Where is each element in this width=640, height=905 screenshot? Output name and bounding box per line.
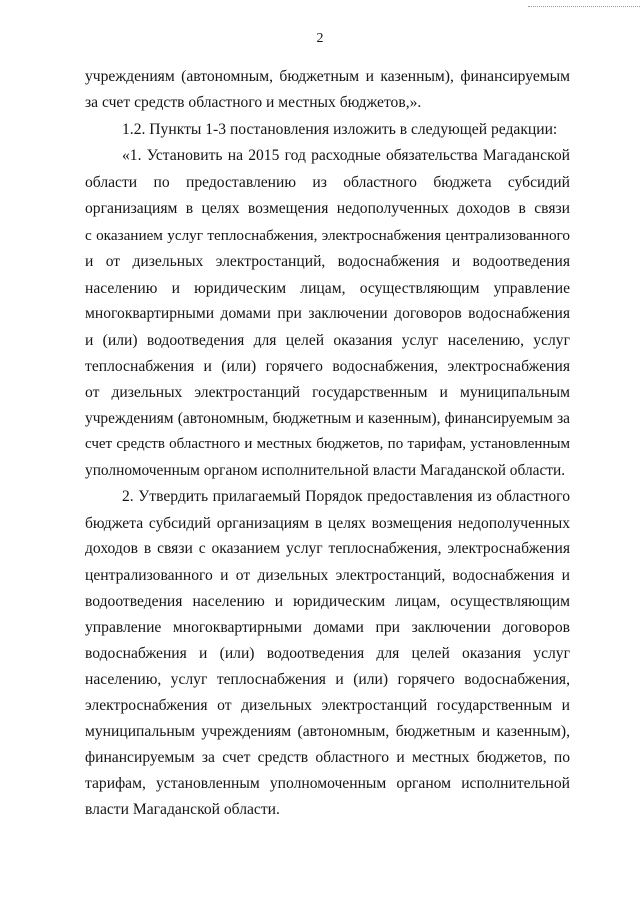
text-line: «1. Установить на 2015 год расходные обязательства Магаданской [122, 147, 570, 164]
text-line: с оказанием услуг теплоснабжения, электроснабжения централизованного [85, 227, 570, 244]
text-line: 1.2. Пункты 1-3 постановления изложить в следующей редакции: [122, 121, 558, 138]
text-line: населению и юридическим лицам, осуществляющим управление [85, 280, 570, 297]
text-line: водоотведения населению и юридическим лицам, осуществляющим [85, 593, 570, 610]
text-line: муниципальным учреждениям (автономным, бюджетным и казенным), [85, 723, 570, 740]
text-line: организациям в целях возмещения недополученных доходов в связи [85, 200, 570, 217]
text-line: бюджета субсидий организациям в целях возмещения недополученных [85, 515, 570, 532]
text-line: финансируемым за счет средств областного и местных бюджетов, по [85, 749, 570, 766]
text-line: доходов в связи с оказанием услуг теплоснабжения, электроснабжения [85, 540, 570, 557]
text-line: власти Магаданской области. [85, 801, 280, 818]
text-line: области по предоставлению из областного бюджета субсидий [85, 174, 570, 191]
text-line: теплоснабжения и (или) горячего водоснабжения, электроснабжения [85, 358, 570, 375]
text-line: уполномоченным органом исполнительной власти Магаданской области. [85, 462, 566, 479]
text-line: электроснабжения от дизельных электростанций государственным и [85, 697, 570, 714]
text-line: счет средств областного и местных бюджетов, по тарифам, установленным [85, 436, 570, 452]
text-line: централизованного и от дизельных электростанций, водоснабжения и [85, 567, 570, 584]
text-line: и (или) водоотведения для целей оказания услуг населению, услуг [85, 332, 570, 349]
page-number: 2 [316, 31, 324, 46]
text-line: 2. Утвердить прилагаемый Порядок предоставления из областного [122, 488, 570, 505]
text-line: за счет средств областного и местных бюджетов,». [85, 94, 422, 111]
top-edge-rule [528, 6, 640, 7]
text-line: многоквартирными домами при заключении договоров водоснабжения [85, 305, 570, 322]
text-line: водоснабжения и (или) водоотведения для целей оказания услуг [85, 645, 570, 662]
text-line: управление многоквартирными домами при заключении договоров [85, 619, 570, 636]
text-line: тарифам, установленным уполномоченным органом исполнительной [85, 775, 570, 792]
text-line: и от дизельных электростанций, водоснабжения и водоотведения [85, 253, 570, 270]
text-line: от дизельных электростанций государственным и муниципальным [85, 384, 570, 401]
text-line: населению, услуг теплоснабжения и (или) горячего водоснабжения, [85, 671, 570, 688]
text-line: учреждениям (автономным, бюджетным и казенным), финансируемым [85, 68, 570, 85]
text-line: учреждениям (автономным, бюджетным и казенным), финансируемым за [85, 410, 570, 427]
